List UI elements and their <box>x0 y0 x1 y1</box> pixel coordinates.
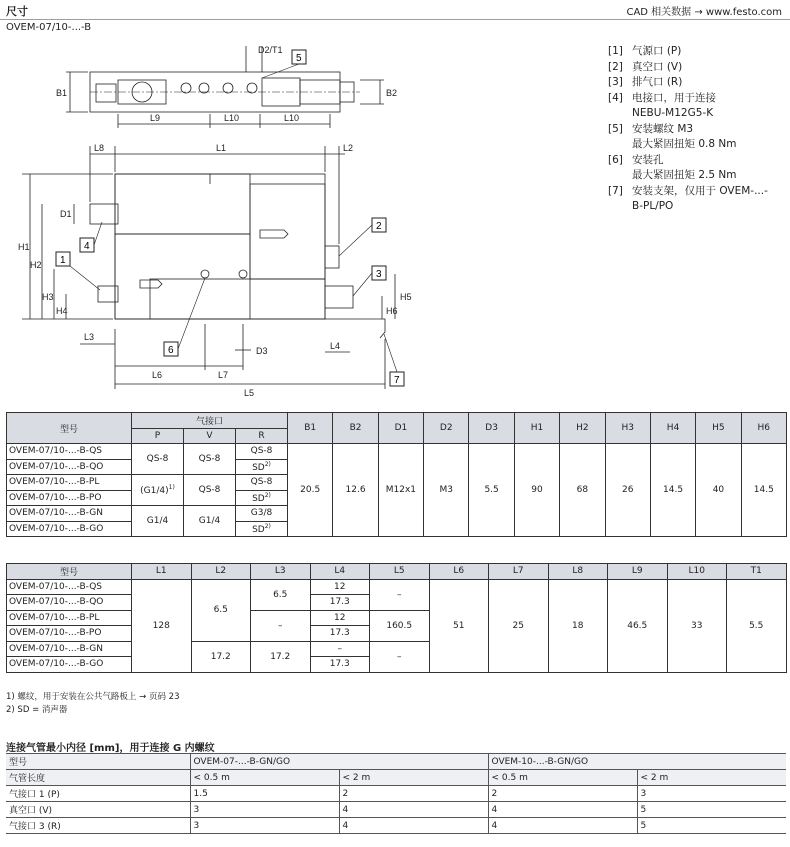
port-v-cell: QS-8 <box>184 475 236 506</box>
label-l1: L1 <box>216 143 227 153</box>
legend-text: 真空口 (V) <box>632 60 683 73</box>
dimension-drawing <box>0 34 590 404</box>
label-b1: B1 <box>56 88 68 98</box>
legend-item <box>608 60 788 76</box>
port-r-cell: SD$^{2)}$ <box>236 459 288 475</box>
footnote-marker: 2) <box>264 491 271 499</box>
value-cell: – <box>370 579 430 610</box>
callout-3 <box>372 266 386 280</box>
value-cell: M12x1 <box>378 444 423 537</box>
label-h1: H1 <box>18 242 30 252</box>
table-row <box>7 444 787 460</box>
row-label: 气接口 3 (R) <box>6 818 190 834</box>
value-cell: 4 <box>339 802 488 818</box>
value-cell: 4 <box>488 802 637 818</box>
legend-number: [2] <box>608 60 623 73</box>
label-h3: H3 <box>42 292 54 302</box>
table-row <box>7 579 787 595</box>
legend-text: B-PL/PO <box>632 200 674 212</box>
value-cell: 90 <box>514 444 559 537</box>
tubing-table <box>6 753 786 834</box>
legend-item <box>608 75 788 91</box>
footnote-1: 1) 螺纹，用于安装在公共气路板上 → 页码 23 <box>6 692 180 702</box>
label-d2t1: D2/T1 <box>258 45 283 55</box>
footnote-marker: 2) <box>264 522 271 530</box>
legend-item <box>608 44 788 60</box>
value-cell: 5.5 <box>469 444 514 537</box>
value-cell: 5 <box>637 818 786 834</box>
legend-number: [7] <box>608 184 623 197</box>
legend-item <box>608 137 788 153</box>
value-cell: 25 <box>489 579 549 672</box>
value-cell: 12 <box>310 610 370 626</box>
legend-item <box>608 199 788 215</box>
value-cell: 4 <box>488 818 637 834</box>
type-cell: OVEM-07/10-...-B-PO <box>7 490 132 506</box>
port-r-cell: SD$^{2)}$ <box>236 490 288 506</box>
column-header: < 2 m <box>339 770 488 786</box>
port-p-cell: QS-8 <box>132 444 184 475</box>
value-cell: 5.5 <box>727 579 787 672</box>
column-header: < 0.5 m <box>488 770 637 786</box>
port-v-cell: QS-8 <box>184 444 236 475</box>
column-header: L6 <box>429 564 489 580</box>
value-cell: 14.5 <box>741 444 786 537</box>
value-cell: 20.5 <box>288 444 333 537</box>
column-header: L9 <box>608 564 668 580</box>
row-label: 气接口 1 (P) <box>6 786 190 802</box>
port-r-cell: QS-8 <box>236 444 288 460</box>
legend-text: 排气口 (R) <box>632 76 683 88</box>
legend-number <box>608 168 632 184</box>
label-l3: L3 <box>84 332 95 342</box>
value-cell: 3 <box>190 818 339 834</box>
value-cell: – <box>310 641 370 657</box>
label-h2: H2 <box>30 260 42 270</box>
column-header: D1 <box>378 413 423 444</box>
label-l2: L2 <box>343 143 354 153</box>
value-cell: 17.3 <box>310 595 370 611</box>
value-cell: 12.6 <box>333 444 378 537</box>
label-d1: D1 <box>60 209 72 219</box>
legend-text: 最大紧固扭矩 0.8 Nm <box>632 138 737 150</box>
footnote-marker: 1) <box>168 484 175 491</box>
tubing-table-title: 连接气管最小内径 [mm]，用于连接 G 内螺纹 <box>6 743 215 754</box>
label-l10-b: L10 <box>284 113 300 123</box>
legend-item <box>608 153 788 169</box>
type-cell: OVEM-07/10-...-B-PL <box>7 610 132 626</box>
type-cell: OVEM-07/10-...-B-PL <box>7 475 132 491</box>
value-cell: 14.5 <box>650 444 695 537</box>
column-header: H4 <box>650 413 695 444</box>
label-l9: L9 <box>150 113 161 123</box>
legend-number: [3] <box>608 76 623 88</box>
table-header-row <box>7 564 787 580</box>
column-header: < 2 m <box>637 770 786 786</box>
legend-number <box>608 137 632 153</box>
column-header: H3 <box>605 413 650 444</box>
value-cell: 160.5 <box>370 610 430 641</box>
legend-item <box>608 184 788 200</box>
value-cell: 6.5 <box>191 579 251 641</box>
value-cell: – <box>370 641 430 672</box>
column-header: H6 <box>741 413 786 444</box>
port-p-cell: G1/4 <box>132 506 184 537</box>
row-label: 真空口 (V) <box>6 802 190 818</box>
column-header: R <box>236 428 288 444</box>
legend-number: [5] <box>608 122 623 135</box>
table-row <box>6 818 786 834</box>
legend-text: 安装支架，仅用于 OVEM-...- <box>632 184 768 197</box>
legend-item <box>608 168 788 184</box>
label-l6: L6 <box>152 370 163 380</box>
value-cell: 17.3 <box>310 626 370 642</box>
legend-number: [4] <box>608 91 623 104</box>
port-r-cell: QS-8 <box>236 475 288 491</box>
legend-number <box>608 106 632 122</box>
type-cell: OVEM-07/10-...-B-QS <box>7 579 132 595</box>
column-header: 型号 <box>7 564 132 580</box>
label-l10-a: L10 <box>224 113 240 123</box>
type-cell: OVEM-07/10-...-B-GN <box>7 641 132 657</box>
column-header: B1 <box>288 413 333 444</box>
column-header: < 0.5 m <box>190 770 339 786</box>
label-b2: B2 <box>386 88 398 98</box>
legend-item <box>608 91 788 107</box>
value-cell: 46.5 <box>608 579 668 672</box>
callout-6 <box>164 342 178 356</box>
port-r-cell: SD$^{2)}$ <box>236 521 288 537</box>
callout-4 <box>80 238 94 252</box>
column-header: H5 <box>696 413 741 444</box>
legend-text: 电接口，用于连接 <box>632 91 716 104</box>
value-cell: 3 <box>637 786 786 802</box>
column-header: L4 <box>310 564 370 580</box>
svg-text:2: 2 <box>376 221 382 232</box>
table-header-row <box>6 754 786 770</box>
legend-text: 安装孔 <box>632 153 664 166</box>
callout-2 <box>372 218 386 232</box>
value-cell: 1.5 <box>190 786 339 802</box>
column-header: L1 <box>132 564 192 580</box>
dimension-table-2 <box>6 563 787 673</box>
type-cell: OVEM-07/10-...-B-QO <box>7 459 132 475</box>
page-title: 尺寸 <box>6 5 28 18</box>
value-cell: – <box>251 610 311 641</box>
label-h5: H5 <box>400 292 412 302</box>
column-header: L5 <box>370 564 430 580</box>
column-header: H1 <box>514 413 559 444</box>
legend <box>608 44 788 215</box>
front-view-body <box>115 174 325 319</box>
value-cell: M3 <box>424 444 469 537</box>
column-header: D3 <box>469 413 514 444</box>
table-row <box>6 786 786 802</box>
label-l4: L4 <box>330 341 341 351</box>
legend-text: NEBU-M12G5-K <box>632 107 714 119</box>
value-cell: 12 <box>310 579 370 595</box>
column-header: L10 <box>667 564 727 580</box>
dimension-table-1 <box>6 412 787 537</box>
label-d3: D3 <box>256 346 268 356</box>
value-cell: 17.2 <box>191 641 251 672</box>
type-cell: OVEM-07/10-...-B-QO <box>7 595 132 611</box>
value-cell: 33 <box>667 579 727 672</box>
svg-text:7: 7 <box>394 375 400 386</box>
port-r-cell: G3/8 <box>236 506 288 522</box>
value-cell: 17.3 <box>310 657 370 673</box>
column-header: OVEM-10-...-B-GN/GO <box>488 754 786 770</box>
port-p-cell: $(G1/4)^{1)}$ <box>132 475 184 506</box>
column-header: V <box>184 428 236 444</box>
column-header: B2 <box>333 413 378 444</box>
legend-item <box>608 106 788 122</box>
product-subtitle: OVEM-07/10-...-B <box>6 22 92 33</box>
table-header-row <box>7 413 787 429</box>
svg-text:3: 3 <box>376 269 382 280</box>
value-cell: 128 <box>132 579 192 672</box>
legend-number <box>608 199 632 215</box>
value-cell: 17.2 <box>251 641 311 672</box>
column-header: P <box>132 428 184 444</box>
value-cell: 51 <box>429 579 489 672</box>
type-cell: OVEM-07/10-...-B-GN <box>7 506 132 522</box>
value-cell: 4 <box>339 818 488 834</box>
column-header: 气接口 <box>132 413 288 429</box>
port-v-cell: G1/4 <box>184 506 236 537</box>
column-header: OVEM-07-...-B-GN/GO <box>190 754 488 770</box>
column-header: L8 <box>548 564 608 580</box>
value-cell: 2 <box>488 786 637 802</box>
legend-text: 安装螺纹 M3 <box>632 122 694 135</box>
column-header: H2 <box>560 413 605 444</box>
column-header: 气管长度 <box>6 770 190 786</box>
column-header: L2 <box>191 564 251 580</box>
cad-link[interactable]: CAD 相关数据 → www.festo.com <box>626 7 782 18</box>
svg-text:4: 4 <box>84 241 90 252</box>
type-cell: OVEM-07/10-...-B-GO <box>7 521 132 537</box>
legend-text: 气源口 (P) <box>632 45 682 57</box>
footnote-marker: 2) <box>264 460 271 468</box>
column-header: L3 <box>251 564 311 580</box>
value-cell: 5 <box>637 802 786 818</box>
label-h4: H4 <box>56 306 68 316</box>
column-header: L7 <box>489 564 549 580</box>
callout-1 <box>56 252 70 266</box>
table-header-row <box>6 770 786 786</box>
footnote-2: 2) SD = 消声器 <box>6 705 68 715</box>
column-header: T1 <box>727 564 787 580</box>
svg-text:6: 6 <box>168 345 174 356</box>
value-cell: 3 <box>190 802 339 818</box>
callout-7 <box>390 372 404 386</box>
legend-item <box>608 122 788 138</box>
value-cell: 6.5 <box>251 579 311 610</box>
legend-number: [1] <box>608 45 623 57</box>
value-cell: 18 <box>548 579 608 672</box>
legend-text: 最大紧固扭矩 2.5 Nm <box>632 169 737 181</box>
callout-5 <box>292 50 306 64</box>
value-cell: 26 <box>605 444 650 537</box>
column-header: D2 <box>424 413 469 444</box>
label-l5: L5 <box>244 388 255 398</box>
label-h6: H6 <box>386 306 398 316</box>
svg-text:5: 5 <box>296 53 302 64</box>
value-cell: 68 <box>560 444 605 537</box>
type-cell: OVEM-07/10-...-B-GO <box>7 657 132 673</box>
label-l8: L8 <box>94 143 105 153</box>
page-header <box>0 0 790 20</box>
column-header: 型号 <box>6 754 190 770</box>
table-row <box>6 802 786 818</box>
type-cell: OVEM-07/10-...-B-QS <box>7 444 132 460</box>
value-cell: 40 <box>696 444 741 537</box>
value-cell: 2 <box>339 786 488 802</box>
svg-text:1: 1 <box>60 255 66 266</box>
type-cell: OVEM-07/10-...-B-PO <box>7 626 132 642</box>
legend-number: [6] <box>608 153 623 166</box>
label-l7: L7 <box>218 370 229 380</box>
column-header: 型号 <box>7 413 132 444</box>
